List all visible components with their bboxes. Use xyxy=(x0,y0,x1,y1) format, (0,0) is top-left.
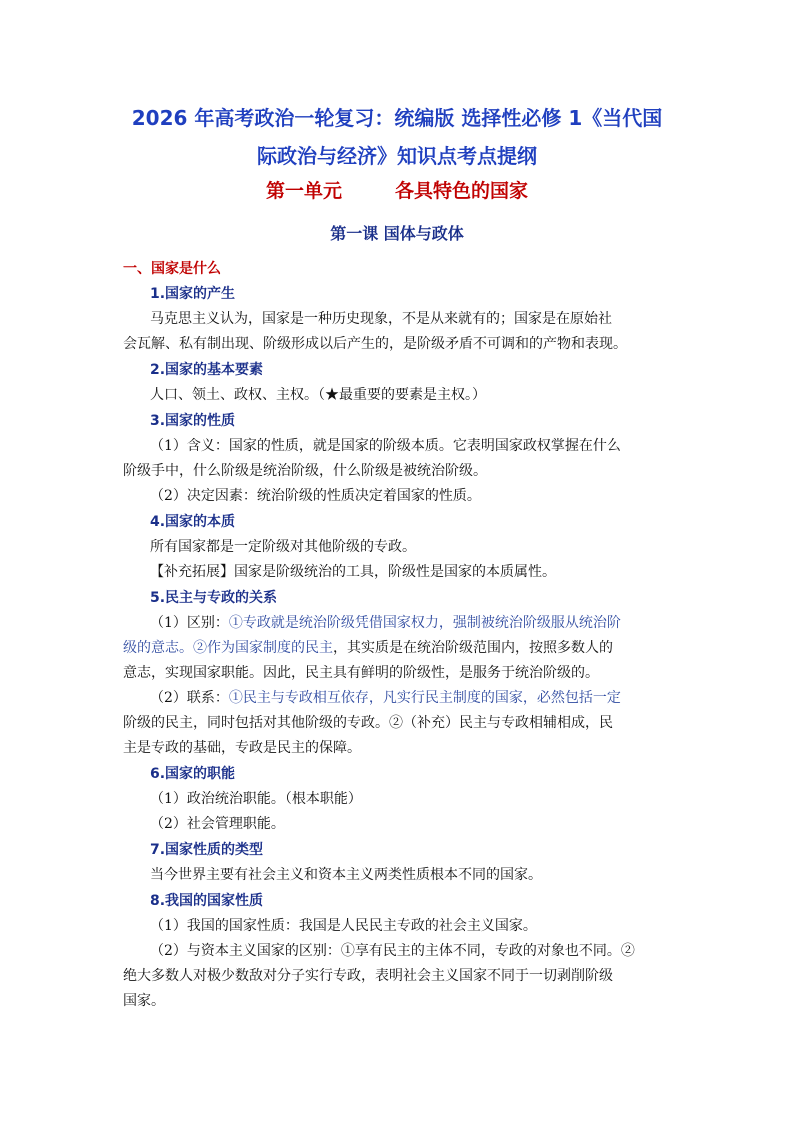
paragraph-4b: 【补充拓展】国家是阶级统治的工具，阶级性是国家的本质属性。 xyxy=(150,564,556,580)
lesson-heading: 第一课 国体与政体 xyxy=(330,224,464,243)
paragraph-3b: 阶级手中，什么阶级是统治阶级，什么阶级是被统治阶级。 xyxy=(123,463,487,479)
paragraph-5b xyxy=(123,638,683,658)
paragraph-5b-highlight-1: 级的意志。 xyxy=(123,640,193,656)
paragraph-8c: 绝大多数人对极少数敌对分子实行专政，表明社会主义国家不同于一切剥削阶级 xyxy=(123,968,613,984)
paragraph-8a: （1）我国的国家性质：我国是人民民主专政的社会主义国家。 xyxy=(150,918,537,934)
subheading-6: 6.国家的职能 xyxy=(150,766,236,782)
subheading-4: 4.国家的本质 xyxy=(150,514,236,530)
unit-heading: 第一单元 各具特色的国家 xyxy=(266,180,528,202)
paragraph-5a xyxy=(150,613,685,633)
paragraph-8b: （2）与资本主义国家的区别：①享有民主的主体不同，专政的对象也不同。② xyxy=(150,943,635,959)
subheading-2: 2.国家的基本要素 xyxy=(150,362,264,378)
paragraph-5e: 阶级的民主，同时包括对其他阶级的专政。②（补充）民主与专政相辅相成，民 xyxy=(123,715,613,731)
paragraph-1a: 马克思主义认为，国家是一种历史现象，不是从来就有的；国家是在原始社 xyxy=(150,311,612,327)
paragraph-6b: （2）社会管理职能。 xyxy=(150,816,285,832)
subheading-7: 7.国家性质的类型 xyxy=(150,842,264,858)
subheading-8: 8.我国的国家性质 xyxy=(150,893,264,909)
paragraph-1b: 会瓦解、私有制出现、阶级形成以后产生的，是阶级矛盾不可调和的产物和表现。 xyxy=(123,336,627,352)
paragraph-8d: 国家。 xyxy=(123,993,165,1009)
paragraph-2: 人口、领土、政权、主权。（★最重要的要素是主权。） xyxy=(150,387,486,403)
paragraph-7: 当今世界主要有社会主义和资本主义两类性质根本不同的国家。 xyxy=(150,867,542,883)
paragraph-4a: 所有国家都是一定阶级对其他阶级的专政。 xyxy=(150,539,416,555)
doc-title-line-1: 2026 年高考政治一轮复习：统编版 选择性必修 1《当代国 xyxy=(131,106,663,130)
paragraph-6a: （1）政治统治职能。（根本职能） xyxy=(150,791,362,807)
subheading-3: 3.国家的性质 xyxy=(150,413,236,429)
paragraph-3a: （1）含义：国家的性质，就是国家的阶级本质。它表明国家政权掌握在什么 xyxy=(150,438,621,454)
paragraph-5a-lead: （1）区别： xyxy=(150,615,229,631)
paragraph-5d-lead: （2）联系： xyxy=(150,690,229,706)
paragraph-5f: 主是专政的基础，专政是民主的保障。 xyxy=(123,740,361,756)
section-heading-1: 一、国家是什么 xyxy=(123,261,221,277)
paragraph-5c: 意志，实现国家职能。因此，民主具有鲜明的阶级性，是服务于统治阶级的。 xyxy=(123,665,599,681)
subheading-1: 1.国家的产生 xyxy=(150,286,236,302)
doc-title-line-2: 际政治与经济》知识点考点提纲 xyxy=(257,144,537,168)
paragraph-5a-highlight: ①专政就是统治阶级凭借国家权力，强制被统治阶级服从统治阶 xyxy=(228,615,621,631)
paragraph-5d-highlight: ①民主与专政相互依存，凡实行民主制度的国家，必然包括一定 xyxy=(228,690,621,706)
paragraph-5b-highlight-2: ②作为国家制度的民主 xyxy=(193,640,333,656)
paragraph-5d xyxy=(150,688,685,708)
paragraph-5b-rest: ，其实质是在统治阶级范围内，按照多数人的 xyxy=(333,640,613,656)
paragraph-3c: （2）决定因素：统治阶级的性质决定着国家的性质。 xyxy=(150,488,481,504)
subheading-5: 5.民主与专政的关系 xyxy=(150,590,278,606)
